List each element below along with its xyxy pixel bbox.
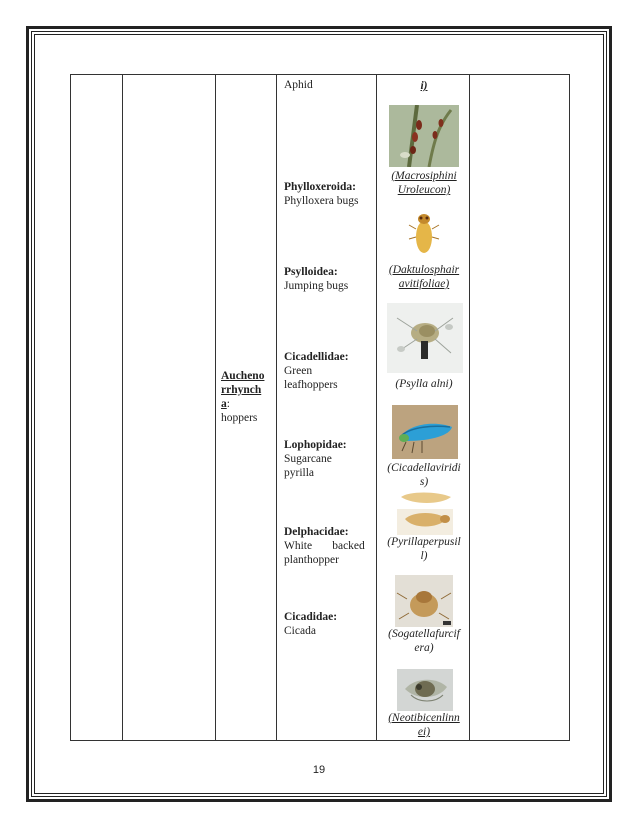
family-delphacidae <box>284 525 374 567</box>
suborder-text <box>221 369 275 425</box>
classification-table <box>70 74 570 741</box>
species-label: (Daktulosphair avitifoliae) <box>388 264 460 290</box>
empty-cell-last <box>470 75 570 741</box>
family-name: Phylloxeroida: <box>284 181 356 193</box>
family-lophopidae <box>284 438 374 480</box>
family-aphid <box>284 78 374 92</box>
species-label: (Psylla alni) <box>395 378 453 390</box>
top-label: i) <box>420 80 428 92</box>
family-phylloxeroida <box>284 180 374 208</box>
family-name: Cicadellidae: <box>284 351 349 363</box>
suborder-common: hoppers <box>221 412 258 424</box>
suborder-colon: : <box>226 398 230 410</box>
species-label: (Pyrillaperpusil l) <box>387 536 461 562</box>
species-label: (Cicadellaviridi s) <box>387 462 461 488</box>
suborder-name-2: rrhynch <box>221 384 262 396</box>
leafhopper-photo <box>392 405 458 459</box>
phylloxera-photo <box>407 207 441 259</box>
species-label: (Neotibicenlinn ei) <box>388 712 460 738</box>
cicada-photo <box>397 669 453 711</box>
family-name: Lophopidae: <box>284 439 347 451</box>
family-name: Delphacidae: <box>284 526 349 538</box>
suborder-name-1: Aucheno <box>221 370 265 382</box>
family-common: Phylloxera bugs <box>284 195 359 207</box>
family-common: Cicada <box>284 625 316 637</box>
species-label: (Sogatellafurcif era) <box>388 628 460 654</box>
species-cell <box>377 75 470 741</box>
empty-cell-2 <box>123 75 216 741</box>
family-name: Psylloidea: <box>284 266 338 278</box>
family-psylloidea <box>284 265 374 293</box>
family-common: Sugarcane pyrilla <box>284 453 332 479</box>
pyrilla-photo <box>397 489 453 535</box>
planthopper-photo <box>395 575 453 627</box>
page-number: 19 <box>312 764 326 776</box>
table-row <box>71 75 570 741</box>
family-name: Cicadidae: <box>284 611 338 623</box>
suborder-cell <box>216 75 277 741</box>
family-cicadidae <box>284 610 374 638</box>
empty-cell-1 <box>71 75 123 741</box>
family-common: Jumping bugs <box>284 280 349 292</box>
aphid-photo <box>389 105 459 167</box>
family-common: Aphid <box>284 79 313 91</box>
family-cicadellidae <box>284 350 374 392</box>
psylla-photo <box>387 303 463 373</box>
families-cell <box>277 75 377 741</box>
family-common: Green leafhoppers <box>284 365 338 391</box>
suborder-name-3: a <box>221 398 227 410</box>
family-common: White backed planthopper <box>284 540 368 566</box>
species-label: (Macrosiphini Uroleucon) <box>391 170 457 196</box>
